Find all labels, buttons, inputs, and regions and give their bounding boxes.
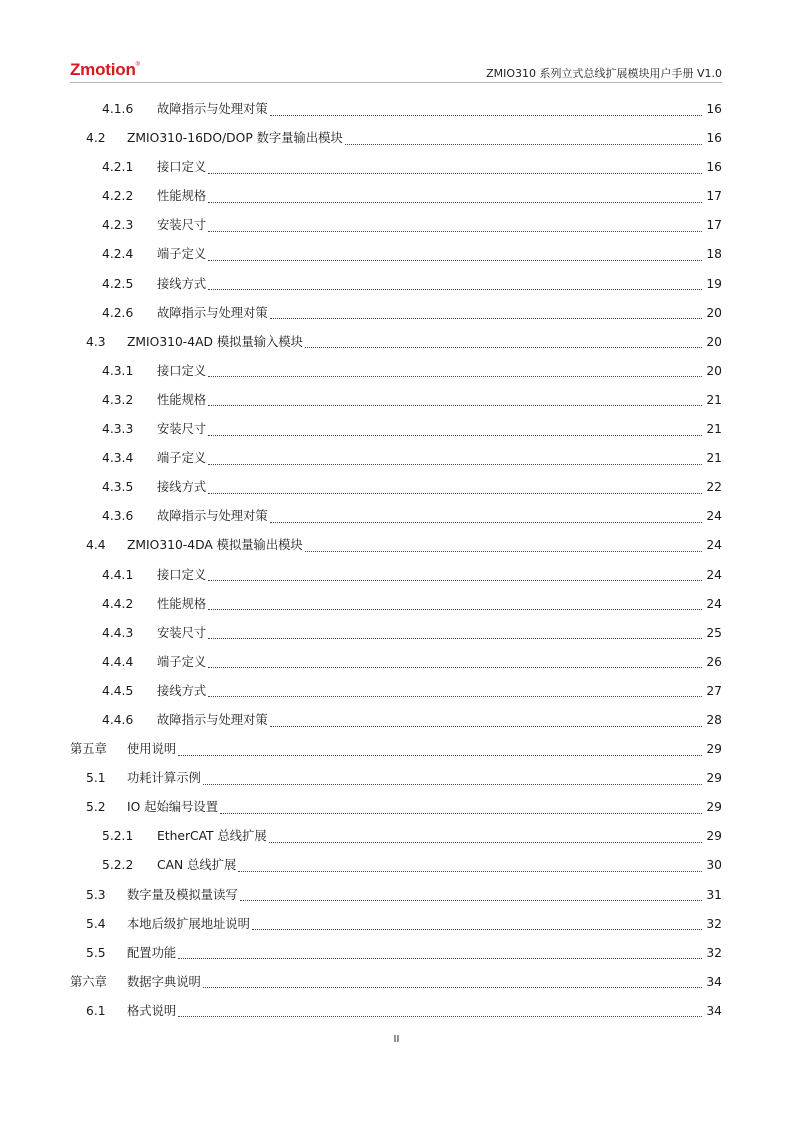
toc-entry-page: 20 (706, 363, 722, 378)
toc-entry[interactable] (70, 910, 722, 939)
dot-leader (208, 230, 702, 232)
toc-entry-title: 格式说明 (127, 1003, 177, 1018)
toc-entry-page: 26 (706, 654, 722, 669)
toc-entry-number: 4.1.6 (102, 102, 134, 116)
toc-entry[interactable] (70, 270, 722, 299)
toc-entry[interactable] (70, 124, 722, 153)
toc-entry-number: 4.3.4 (102, 451, 134, 466)
toc-entry-title: 功耗计算示例 (127, 771, 201, 786)
toc-entry-number: 5.2.2 (102, 858, 134, 873)
toc-entry-page: 16 (706, 160, 722, 175)
toc-entry[interactable] (70, 473, 722, 502)
toc-entry[interactable] (70, 299, 722, 328)
toc-entry-title: 故障指示与处理对策 (157, 102, 268, 116)
toc-entry-page: 24 (706, 509, 722, 524)
toc-entry-title: 端子定义 (157, 247, 207, 262)
toc-entry-page: 16 (706, 102, 722, 116)
toc-entry-number: 4.4 (86, 538, 106, 553)
dot-leader (208, 463, 702, 465)
toc-entry-number: 第六章 (70, 974, 107, 989)
toc-entry-number: 4.4.3 (102, 625, 134, 640)
toc-entry-title: ZMIO310-4AD 模拟量输入模块 (127, 334, 303, 349)
toc-entry[interactable] (70, 968, 722, 997)
toc-entry-number: 4.4.4 (102, 654, 134, 669)
dot-leader (270, 521, 702, 523)
toc-entry[interactable] (70, 997, 722, 1026)
toc-entry-page: 32 (706, 916, 722, 931)
toc-entry[interactable] (70, 415, 722, 444)
toc-entry-number: 5.5 (86, 945, 106, 960)
toc-entry-number: 4.2.4 (102, 247, 134, 262)
toc-entry-page: 20 (706, 334, 722, 349)
toc-entry-page: 34 (706, 1003, 722, 1018)
toc-entry-page: 18 (706, 247, 722, 262)
toc-entry[interactable] (70, 182, 722, 211)
toc-entry-number: 5.1 (86, 771, 106, 786)
dot-leader (208, 404, 702, 406)
table-of-contents (70, 95, 722, 1026)
toc-entry-number: 5.3 (86, 887, 106, 902)
dot-leader (208, 637, 702, 639)
toc-entry[interactable] (70, 677, 722, 706)
toc-entry[interactable] (70, 211, 722, 240)
dot-leader (208, 259, 702, 261)
toc-entry-title: 使用说明 (127, 742, 177, 757)
toc-entry-title: 安装尺寸 (157, 218, 207, 233)
toc-entry-page: 21 (706, 422, 722, 437)
toc-entry-title: 端子定义 (157, 451, 207, 466)
dot-leader (252, 928, 702, 930)
toc-entry[interactable] (70, 648, 722, 677)
toc-entry[interactable] (70, 357, 722, 386)
dot-leader (203, 783, 702, 785)
toc-entry-number: 6.1 (86, 1003, 106, 1018)
toc-entry-title: 接口定义 (157, 567, 207, 582)
dot-leader (178, 1015, 702, 1017)
toc-entry-number: 4.3.6 (102, 509, 134, 524)
toc-entry[interactable] (70, 939, 722, 968)
toc-entry[interactable] (70, 764, 722, 793)
toc-entry[interactable] (70, 619, 722, 648)
toc-entry-title: 性能规格 (157, 392, 207, 407)
dot-leader (208, 608, 702, 610)
toc-entry-number: 5.4 (86, 916, 106, 931)
page-header (70, 58, 722, 82)
toc-entry-page: 21 (706, 451, 722, 466)
toc-entry-number: 4.4.2 (102, 596, 134, 611)
toc-entry-title: 数据字典说明 (127, 974, 201, 989)
toc-entry-title: 安装尺寸 (157, 422, 207, 437)
dot-leader (220, 812, 702, 814)
toc-entry-title: ZMIO310-4DA 模拟量输出模块 (127, 538, 303, 553)
toc-entry-page: 29 (706, 800, 722, 815)
toc-entry-page: 24 (706, 567, 722, 582)
toc-entry-page: 28 (706, 712, 722, 727)
dot-leader (305, 550, 702, 552)
dot-leader (345, 143, 702, 145)
toc-entry-number: 4.4.1 (102, 567, 134, 582)
toc-entry-page: 19 (706, 276, 722, 291)
logo-text: Zmotion (70, 60, 136, 79)
toc-entry-page: 30 (706, 858, 722, 873)
toc-entry-number: 4.4.5 (102, 683, 134, 698)
toc-entry-page: 25 (706, 625, 722, 640)
dot-leader (208, 375, 702, 377)
toc-entry-page: 22 (706, 480, 722, 495)
toc-entry-title: ZMIO310-16DO/DOP 数字量输出模块 (127, 131, 343, 146)
toc-entry-number: 4.3.1 (102, 363, 134, 378)
page-number: II (393, 1034, 400, 1045)
toc-entry-page: 17 (706, 218, 722, 233)
toc-entry-title: 故障指示与处理对策 (157, 305, 268, 320)
toc-entry-title: 本地后级扩展地址说明 (127, 916, 250, 931)
toc-entry[interactable] (70, 240, 722, 269)
toc-entry-number: 4.2.2 (102, 189, 134, 204)
toc-entry-page: 32 (706, 945, 722, 960)
toc-entry[interactable] (70, 822, 722, 851)
toc-entry-title: 故障指示与处理对策 (157, 712, 268, 727)
toc-entry-title: 配置功能 (127, 945, 177, 960)
toc-entry-page: 20 (706, 305, 722, 320)
toc-entry-title: 性能规格 (157, 189, 207, 204)
toc-entry-title: 接口定义 (157, 363, 207, 378)
toc-entry-title: 接口定义 (157, 160, 207, 175)
toc-entry-page: 21 (706, 392, 722, 407)
toc-entry[interactable] (70, 793, 722, 822)
toc-entry-number: 4.3.2 (102, 392, 134, 407)
dot-leader (208, 434, 702, 436)
toc-entry[interactable] (70, 706, 722, 735)
toc-entry-title: CAN 总线扩展 (157, 858, 237, 873)
dot-leader (208, 492, 702, 494)
toc-entry[interactable] (70, 531, 722, 560)
toc-entry-number: 4.2 (86, 131, 106, 146)
zmotion-logo (70, 60, 140, 80)
dot-leader (208, 172, 702, 174)
toc-entry[interactable] (70, 444, 722, 473)
toc-entry[interactable] (70, 95, 722, 124)
toc-entry-title: 端子定义 (157, 654, 207, 669)
toc-entry-number: 4.2.5 (102, 276, 134, 291)
toc-entry-number: 4.2.3 (102, 218, 134, 233)
manual-title: ZMIO310 系列立式总线扩展模块用户手册 V1.0 (486, 67, 722, 80)
dot-leader (208, 666, 702, 668)
dot-leader (178, 754, 702, 756)
toc-entry-page: 16 (706, 131, 722, 146)
dot-leader (305, 346, 702, 348)
toc-entry-page: 27 (706, 683, 722, 698)
toc-entry-number: 4.3.3 (102, 422, 134, 437)
toc-entry-number: 5.2 (86, 800, 106, 815)
toc-entry-number: 第五章 (70, 742, 107, 757)
dot-leader (240, 899, 702, 901)
toc-entry-title: 安装尺寸 (157, 625, 207, 640)
dot-leader (238, 870, 702, 872)
toc-entry-title: 数字量及模拟量读写 (127, 887, 238, 902)
dot-leader (208, 695, 702, 697)
toc-entry-title: 故障指示与处理对策 (157, 509, 268, 524)
toc-entry-title: 接线方式 (157, 480, 207, 495)
dot-leader (208, 201, 702, 203)
toc-entry-title: IO 起始编号设置 (127, 800, 218, 815)
dot-leader (270, 317, 702, 319)
toc-entry-page: 34 (706, 974, 722, 989)
toc-entry[interactable] (70, 881, 722, 910)
toc-entry-title: 接线方式 (157, 683, 207, 698)
toc-entry[interactable] (70, 590, 722, 619)
toc-entry-number: 4.4.6 (102, 712, 134, 727)
toc-entry-title: EtherCAT 总线扩展 (157, 829, 267, 844)
toc-entry-page: 29 (706, 829, 722, 844)
toc-entry-number: 4.2.6 (102, 305, 134, 320)
dot-leader (178, 957, 702, 959)
toc-entry-number: 4.2.1 (102, 160, 134, 175)
toc-entry[interactable] (70, 328, 722, 357)
dot-leader (270, 114, 702, 116)
toc-entry-page: 24 (706, 596, 722, 611)
dot-leader (270, 725, 702, 727)
toc-entry-number: 5.2.1 (102, 829, 134, 844)
toc-entry-title: 接线方式 (157, 276, 207, 291)
toc-entry[interactable] (70, 502, 722, 531)
dot-leader (208, 288, 702, 290)
toc-entry-page: 29 (706, 742, 722, 757)
toc-entry-number: 4.3.5 (102, 480, 134, 495)
toc-entry[interactable] (70, 386, 722, 415)
toc-entry-page: 31 (706, 887, 722, 902)
dot-leader (208, 579, 702, 581)
dot-leader (269, 841, 702, 843)
toc-entry-page: 17 (706, 189, 722, 204)
registered-mark: ® (135, 62, 140, 68)
header-divider (70, 82, 722, 83)
dot-leader (203, 986, 702, 988)
toc-entry[interactable] (70, 851, 722, 880)
toc-entry-number: 4.3 (86, 334, 106, 349)
toc-entry[interactable] (70, 153, 722, 182)
toc-entry-page: 29 (706, 771, 722, 786)
toc-entry-page: 24 (706, 538, 722, 553)
toc-entry[interactable] (70, 735, 722, 764)
toc-entry-title: 性能规格 (157, 596, 207, 611)
toc-entry[interactable] (70, 561, 722, 590)
